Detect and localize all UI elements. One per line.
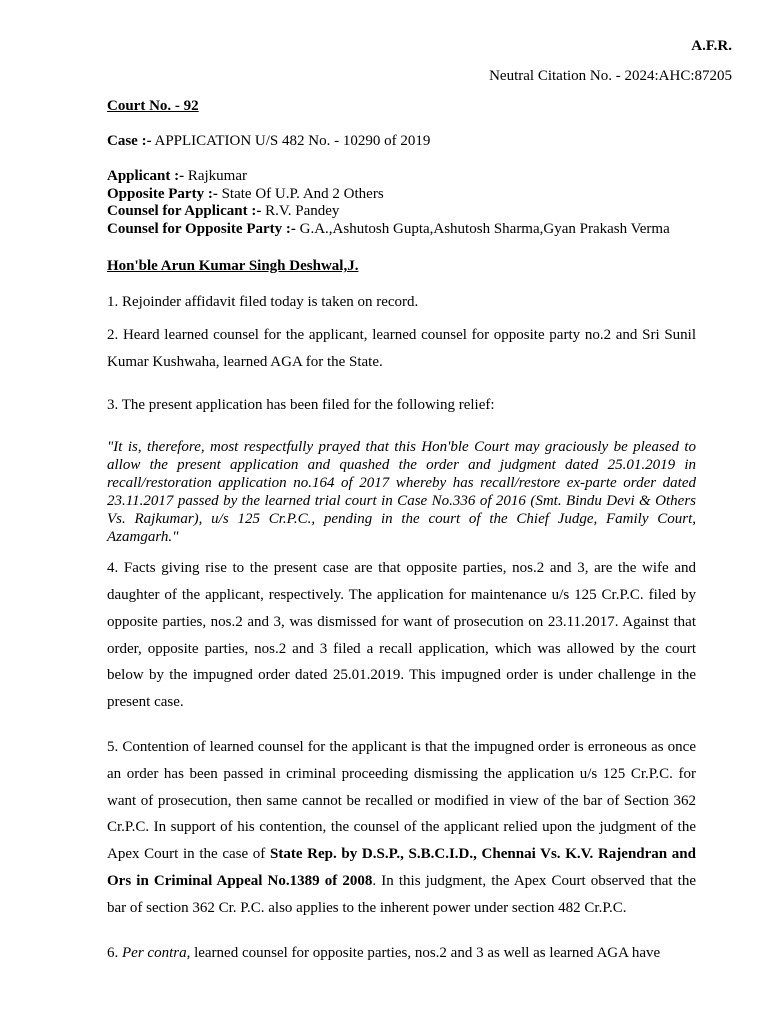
case-label: Case :- [107,133,152,149]
neutral-citation: Neutral Citation No. - 2024:AHC:87205 [489,68,732,84]
judgment-body [107,97,696,966]
paragraph-3: 3. The present application has been filed for the following relief: [107,397,495,414]
paragraph-5 [107,734,696,922]
afr-marker: A.F.R. [691,38,732,54]
court-number: Court No. - 92 [107,98,199,114]
per-contra: Per contra [122,944,187,961]
case-line [107,132,696,150]
counsel-applicant-value: R.V. Pandey [261,203,340,219]
paragraph-1: 1. Rejoinder affidavit filed today is taken on record. [107,294,419,310]
paragraph-2: 2. Heard learned counsel for the applicant, learned counsel for opposite party no.2 and Sri Sunil Kumar Kushwaha, learned AGA for the State. [107,326,696,370]
paragraph-6 [107,940,696,967]
paragraph-6-number: 6. [107,944,122,961]
applicant-line [107,168,696,186]
opposite-party-label: Opposite Party :- [107,185,218,202]
paragraph-6-text: , learned counsel for opposite parties, nos.2 and 3 as well as learned AGA have [186,944,661,961]
counsel-opposite-label: Counsel for Opposite Party :- [107,220,296,237]
case-value: APPLICATION U/S 482 No. - 10290 of 2019 [151,133,431,149]
judge-name: Hon'ble Arun Kumar Singh Deshwal,J. [107,258,359,274]
opposite-party-line [107,186,696,204]
applicant-label: Applicant :- [107,168,185,184]
counsel-opposite-line [107,221,696,239]
applicant-value: Rajkumar [184,168,247,184]
counsel-applicant-line [107,203,696,221]
paragraph-5-text-b: . In this judgment, the Apex Court observed that the bar of section 362 Cr. P.C. also applies to the inherent power under section 482 Cr.P.C. [107,872,696,916]
parties-block [107,168,696,238]
counsel-opposite-value: G.A.,Ashutosh Gupta,Ashutosh Sharma,Gyan Prakash Verma [295,220,670,237]
paragraph-4: 4. Facts giving rise to the present case are that opposite parties, nos.2 and 3, are the wife and daughter of the applicant, respectively. The application for maintenance u/s 125 Cr.P.C. filed by opposite parties, nos.2 and 3, was dismissed for want of prosecution on 23.11.2017. Against that order, opposite parties, nos.2 and 3 filed a recall application, which was allowed by the court below by the impugned order dated 25.01.2019. This impugned order is under challenge in the present case. [107,560,696,711]
case-citation: State Rep. by D.S.P., S.B.C.I.D., Chennai Vs. K.V. Rajendran and Ors in Criminal Appeal No.1389 of 2008 [107,846,696,889]
paragraph-5-text-a: 5. Contention of learned counsel for the applicant is that the impugned order is erroneous as once an order has been passed in criminal proceeding dismissing the application u/s 125 Cr.P.C. for want of prosecution, then same cannot be recalled or modified in view of the bar of Section 362 Cr.P.C. In support of his contention, the counsel of the applicant relied upon the judgment of the Apex Court in the case of [107,738,696,863]
relief-quote: "It is, therefore, most respectfully prayed that this Hon'ble Court may graciously be pleased to allow the present application and quashed the order and judgment dated 25.01.2019 in recall/restoration application no.164 of 2017 whereby has recall/restore ex-parte order dated 23.11.2017 passed by the learned trial court in Case No.336 of 2016 (Smt. Bindu Devi & Others Vs. Rajkumar), u/s 125 Cr.P.C., pending in the court of the Chief Judge, Family Court, Azamgarh." [107,439,696,546]
opposite-party-value: State Of U.P. And 2 Others [217,185,384,202]
counsel-applicant-label: Counsel for Applicant :- [107,203,262,219]
